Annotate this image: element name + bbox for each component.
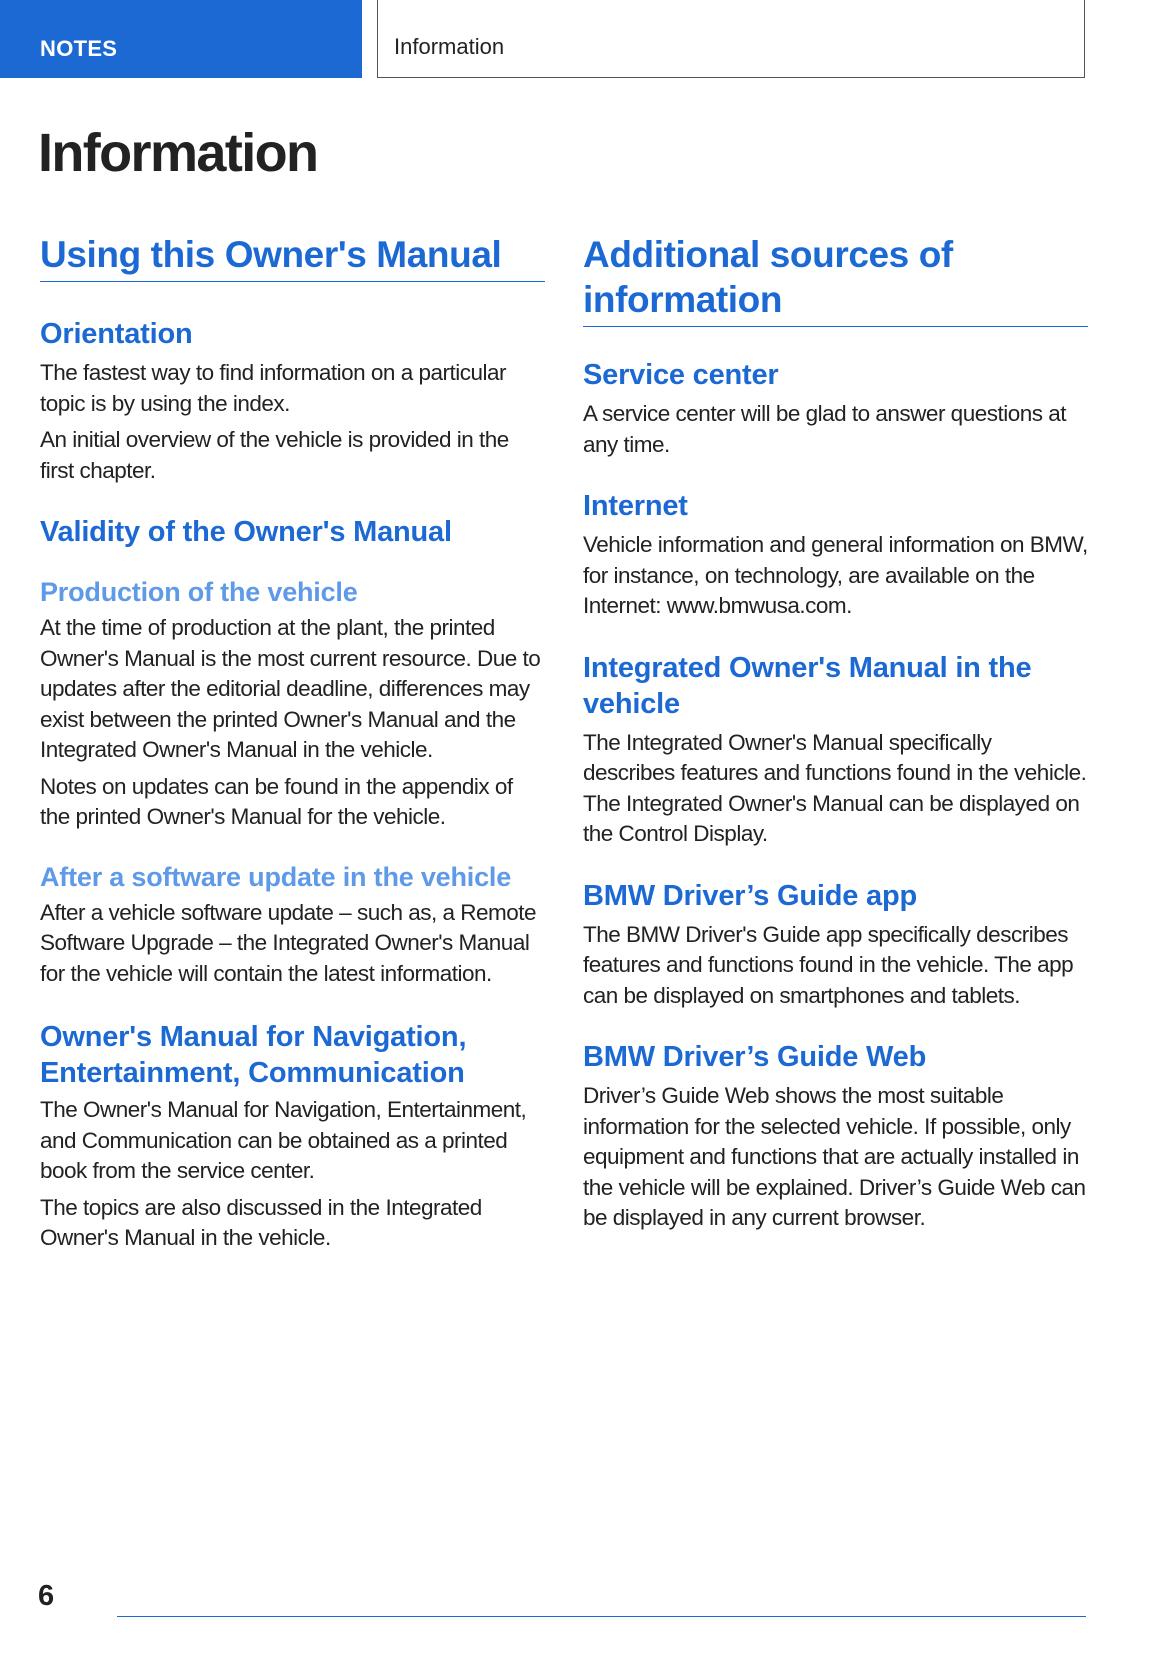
section-heading-additional-sources: Additional sources of information [583, 232, 1088, 327]
subheading-drivers-guide-web: BMW Driver’s Guide Web [583, 1041, 927, 1073]
paragraph-navigation-2: The topics are also discussed in the Integrated Owner's Manual in the vehicle. [40, 1194, 482, 1250]
paragraph-production-1: At the time of production at the plant, the printed Owner's Manual is the most current resource. Due to updates after the editorial deadline, differences may exist between the printed Owner's Manual and the Integrated Owner's Manual in the vehicle. [40, 615, 541, 762]
subheading-drivers-guide-app: BMW Driver’s Guide app [583, 879, 917, 912]
paragraph-navigation-1: The Owner's Manual for Navigation, Entertainment, and Communication can be obtained as a printed book from the service center. [40, 1097, 527, 1183]
paragraph-integrated-manual: The Integrated Owner's Manual specifically describes features and functions found in the vehicle. The Integrated Owner's Manual can be displayed on the Control Display. [583, 729, 1087, 846]
subheading-integrated-manual: Integrated Owner's Manual in the vehicle [583, 651, 1032, 720]
paragraph-orientation-2: An initial overview of the vehicle is provided in the first chapter. [40, 427, 509, 483]
right-column [583, 232, 1088, 1234]
header-section-label: Information [377, 0, 1085, 78]
notes-tab[interactable]: NOTES [0, 0, 362, 78]
subsubheading-software-update: After a software update in the vehicle [40, 861, 512, 892]
left-column [40, 232, 545, 1254]
section-heading-using-manual: Using this Owner's Manual [40, 232, 545, 282]
paragraph-drivers-guide-web: Driver’s Guide Web shows the most suitable information for the selected vehicle. If possible, only equipment and functions that are actually installed in the vehicle will be explained. Driver’s Guide Web can be displayed in any current browser. [583, 1083, 1086, 1230]
subheading-internet: Internet [583, 490, 688, 522]
paragraph-production-2: Notes on updates can be found in the appendix of the printed Owner's Manual for the vehicle. [40, 773, 513, 829]
subheading-validity: Validity of the Owner's Manual [40, 516, 452, 548]
paragraph-service-center: A service center will be glad to answer questions at any time. [583, 401, 1067, 457]
subheading-orientation: Orientation [40, 318, 193, 350]
page-number: 6 [38, 1580, 55, 1612]
subsubheading-production: Production of the vehicle [40, 577, 358, 607]
footer-divider [117, 1616, 1086, 1617]
paragraph-drivers-guide-app: The BMW Driver's Guide app specifically describes features and functions found in the vehicle. The app can be displayed on smartphones and tablets. [583, 921, 1074, 1008]
paragraph-internet: Vehicle information and general information on BMW, for instance, on technology, are available on the Internet: www.bmwusa.com. [583, 532, 1088, 618]
paragraph-software-update: After a vehicle software update – such as, a Remote Software Upgrade – the Integrated Owner's Manual for the vehicle will contain the latest information. [40, 899, 537, 986]
paragraph-orientation-1: The fastest way to find information on a particular topic is by using the index. [40, 360, 506, 416]
page-title: Information [38, 123, 318, 183]
subheading-navigation-manual: Owner's Manual for Navigation, Entertainment, Communication [40, 1021, 467, 1089]
subheading-service-center: Service center [583, 359, 779, 391]
